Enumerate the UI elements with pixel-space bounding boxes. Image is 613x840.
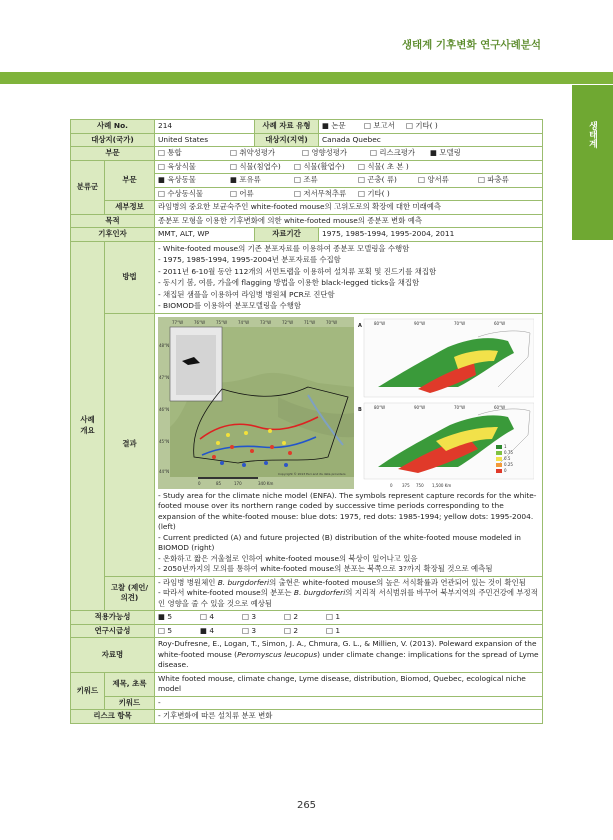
lon-tick: 70°W [454,404,466,410]
discussion-label: 고찰 (제언/의견) [105,576,155,611]
lon-tick: 70°W [326,319,338,325]
urgency-options: □ 5 ■ 4 □ 3 □ 2 □ 1 [155,624,543,638]
lon-tick: 60°W [494,320,506,326]
discussion-item: - 따라서 white-footed mouse의 분포는 B. burgdorferi의 지리적 서식범위를 바꾸어 북부지역의 주민건강에 부정적인 영향을 줄 수 있을 것으로 예상됨 [158,588,538,608]
lat-tick: 46°N [159,406,170,412]
header-bar [0,72,613,84]
method-item: - BIOMOD를 이용하여 분포모델링을 수행함 [158,301,301,310]
applicability-options: ■ 5 □ 4 □ 3 □ 2 □ 1 [155,611,543,625]
kw-title-label: 제목, 초록 [105,672,155,696]
lat-tick: 44°N [159,468,170,474]
discussion-item: - 라임병 병원체인 B. burgdorferi의 출현은 white-footed mouse의 높은 서식확률과 연관되어 있는 것이 확인됨 [158,577,526,587]
classification-label: 분류군 [71,160,105,214]
kw-title-value: White footed mouse, climate change, Lyme disease, distribution, Biomod, Quebec, ecological niche model [155,672,543,696]
scale-tick: 0 [390,482,393,488]
keyword-label: 키워드 [71,672,105,710]
distribution-maps [358,317,534,489]
scale-tick: 750 [416,482,424,488]
climate-factor-label: 기후인자 [71,228,155,242]
result-content [155,313,543,576]
method-item: - White-footed mouse의 기존 분포자료를 이용하여 종분포 모델링을 수행함 [158,243,410,253]
result-item: - 2050년까지의 모의를 통하여 white-footed mouse의 분포는 북쪽으로 3?까지 확장될 것으로 예측됨 [158,564,493,573]
scale-tick: 170 [234,480,242,486]
lon-tick: 60°W [494,404,506,410]
method-item: - 2011년 6-10월 동안 112개의 서먼트랩을 이용하여 설치류 포획 및 진드기를 채집함 [158,266,437,276]
urgency-label: 연구시급성 [71,624,155,638]
case-type-label: 사례 자료 유형 [255,120,319,134]
lon-tick: 90°W [414,404,426,410]
region-label: 대상지(지역) [255,133,319,147]
case-table [70,119,543,724]
case-no-label: 사례 No. [71,120,155,134]
class-row-3: □ 수상동식물 □ 어류 □ 저서무척추류 □ 기타( ) [155,187,543,201]
purpose-label: 목적 [71,214,155,228]
lon-tick: 70°W [454,320,466,326]
legend-label: 0.75 [504,449,513,455]
class-row-2: ■ 육상동물 ■ 포유류 □ 조류 □ 곤충( 류) □ 양서류 □ 파충류 [155,174,543,188]
class-row-1: □ 육상식물 □ 식물(침엽수) □ 식물(활엽수) □ 식물( 초 본 ) [155,160,543,174]
result-item: - 온화하고 짧은 겨울철로 인하여 white-footed mouse의 북상이 일어나고 있음 [158,553,418,563]
overview-label: 사례 개요 [71,241,105,611]
reference-label: 자료명 [71,638,155,673]
country-label: 대상지(국가) [71,133,155,147]
region-value: Canada Quebec [319,133,543,147]
legend-label: 0.25 [504,461,513,467]
method-label: 방법 [105,241,155,313]
legend-label: 0.5 [504,455,511,461]
scale-tick: 375 [402,482,410,488]
method-content [155,241,543,313]
country-value: United States [155,133,255,147]
classification-sub-label: 부문 [105,160,155,201]
climate-factor-value: MMT, ALT, WP [155,228,255,242]
method-item: - 1975, 1985-1994, 1995-2004년 분포자료를 수집함 [158,255,341,264]
scale-tick: 85 [216,480,222,486]
result-label: 결과 [105,313,155,576]
lat-tick: 47°N [159,374,170,380]
period-label: 자료기간 [255,228,319,242]
map-copyright: Copyright © 2013 Esri and its data providers [278,471,346,476]
lon-tick: 90°W [414,320,426,326]
lon-tick: 75°W [216,319,228,325]
method-item: - 동시기 봄, 여름, 가을에 flagging 방법을 이용한 black-legged ticks을 채집함 [158,278,420,287]
applicability-label: 적용가능성 [71,611,155,625]
risk-value: - 기후변화에 따른 설치류 분포 변화 [155,710,543,724]
lat-tick: 48°N [159,342,170,348]
lon-tick: 71°W [304,319,316,325]
side-tab [572,85,613,240]
period-value: 1975, 1985-1994, 1995-2004, 2011 [319,228,543,242]
lon-tick: 73°W [260,319,272,325]
panel-a-label: A [358,322,362,329]
lon-tick: 80°W [374,320,386,326]
method-item: - 채집된 샘플을 이용하여 라임병 병원체 PCR로 진단함 [158,289,335,299]
kw-keyword-label: 키워드 [105,696,155,710]
scale-tick: 0 [198,480,201,486]
lat-tick: 45°N [159,438,170,444]
side-tab-label: 생태계 [587,121,597,148]
lon-tick: 76°W [194,319,206,325]
lon-tick: 74°W [238,319,250,325]
kw-keyword-value: - [155,696,543,710]
caption-left: - Study area for the climate niche model (ENFA). The symbols represent capture records for the white-footed mouse over its northern range coded by successive time periods corresponding to the expansion of the white-footed mouse: blue dots: 1975, red dots: 1985-1994; yellow dots: 1995-2004. (left) [158,490,537,531]
panel-a [358,319,534,397]
panel-b-label: B [358,406,362,413]
detail-label: 세부정보 [105,201,155,215]
figure [158,315,539,491]
purpose-value: 종분포 모형을 이용한 기후변화에 의한 white-footed mouse의 종분포 변화 예측 [155,214,543,228]
caption-right: - Current predicted (A) and future projected (B) distribution of the white-footed mouse modeled in BIOMOD (right) [158,532,521,552]
scale-tick: 340 Km [258,480,274,486]
case-no-value: 214 [155,120,255,134]
case-type-options: ■ 논문 □ 보고서 □ 기타( ) [319,120,543,134]
discussion-content [155,576,543,611]
scale-tick: 1,500 Km [432,482,452,488]
running-header: 생태계 기후변화 연구사례분석 [401,39,541,51]
lon-tick: 80°W [374,404,386,410]
division-options: □ 통합 □ 취약성평가 □ 영향성평가 □ 리스크평가 ■ 모델링 [155,147,543,161]
lon-tick: 77°W [172,319,184,325]
panel-b [358,403,534,479]
legend-label: 0 [504,467,507,473]
study-area-map [158,317,354,489]
page-number: 265 [296,800,317,811]
lon-tick: 72°W [282,319,294,325]
risk-label: 리스크 항목 [71,710,155,724]
detail-value: 라임병의 중요한 보균숙주인 white-footed mouse의 고위도로의 확장에 대한 미래예측 [155,201,543,215]
reference-value: Roy-Dufresne, E., Logan, T., Simon, J. A., Chmura, G. L., & Millien, V. (2013). Poleward expansion of the white-footed mouse (Peromyscus leucopus) under climate change: implications for the spread of Lyme disease. [155,638,543,673]
division-label: 부문 [71,147,155,161]
legend-label: 1 [504,443,507,449]
